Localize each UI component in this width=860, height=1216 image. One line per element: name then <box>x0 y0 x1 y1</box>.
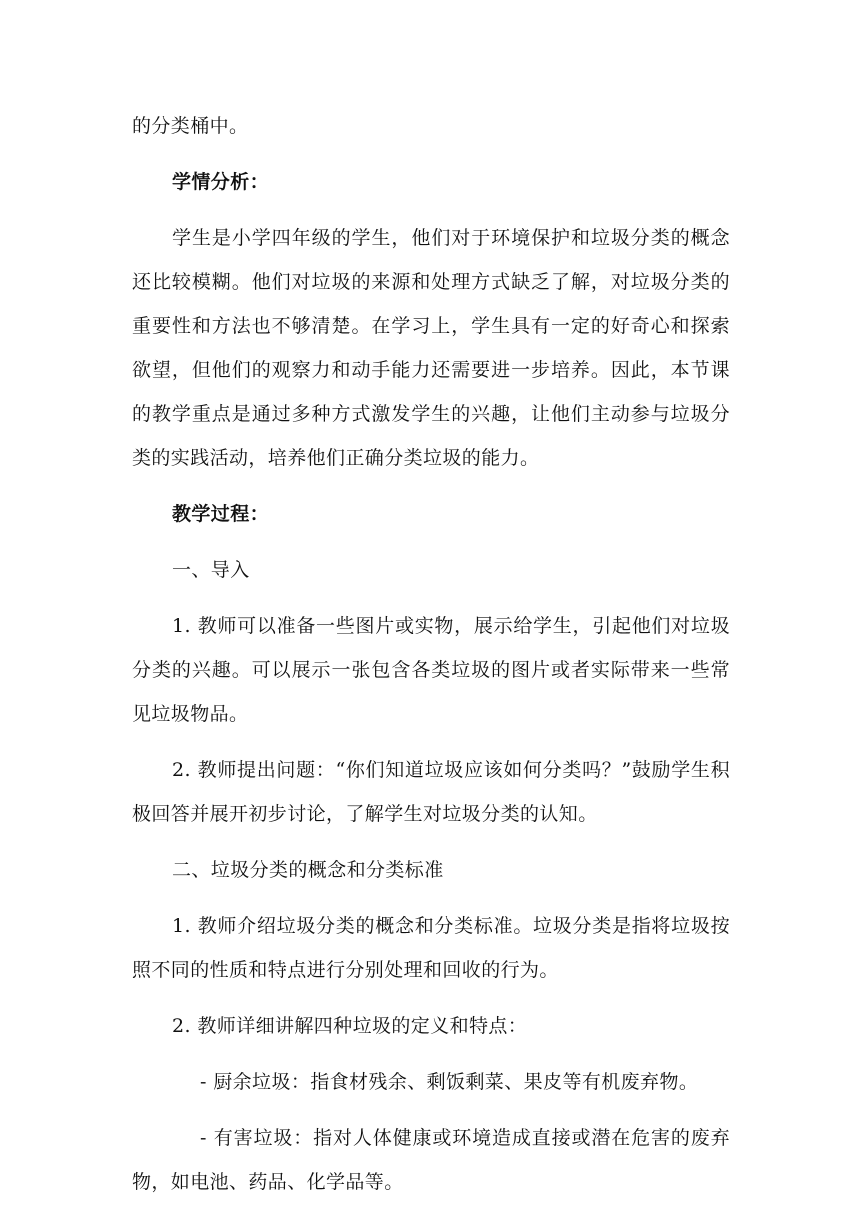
bullet-hazardous-waste: - 有害垃圾：指对人体健康或环境造成直接或潜在危害的废弃物，如电池、药品、化学品等。 <box>132 1127 730 1193</box>
intro-item-1: 1. 教师可以准备一些图片或实物，展示给学生，引起他们对垃圾分类的兴趣。可以展示一张包含各类垃圾的图片或者实际带来一些常见垃圾物品。 <box>132 615 730 725</box>
section-heading-student-analysis: 学情分析： <box>172 171 270 193</box>
concept-item-1: 1. 教师介绍垃圾分类的概念和分类标准。垃圾分类是指将垃圾按照不同的性质和特点进行分别处理和回收的行为。 <box>132 915 730 981</box>
student-analysis-paragraph: 学生是小学四年级的学生，他们对于环境保护和垃圾分类的概念还比较模糊。他们对垃圾的来源和处理方式缺乏了解，对垃圾分类的重要性和方法也不够清楚。在学习上，学生具有一定的好奇心和探索欲望，但他们的观察力和动手能力还需要进一步培养。因此，本节课的教学重点是通过多种方式激发学生的兴趣，让他们主动参与垃圾分类的实践活动，培养他们正确分类垃圾的能力。 <box>132 227 730 469</box>
section-heading-teaching-process: 教学过程： <box>172 503 270 525</box>
intro-item-2: 2. 教师提出问题：“你们知道垃圾应该如何分类吗？”鼓励学生积极回答并展开初步讨论，了解学生对垃圾分类的认知。 <box>132 759 730 825</box>
part-title-introduction: 一、导入 <box>172 559 250 581</box>
document-page <box>132 104 730 1216</box>
continuation-text: 的分类桶中。 <box>132 115 249 137</box>
concept-item-2: 2. 教师详细讲解四种垃圾的定义和特点： <box>172 1015 528 1037</box>
part-title-concept: 二、垃圾分类的概念和分类标准 <box>172 859 444 881</box>
bullet-kitchen-waste: - 厨余垃圾：指食材残余、剩饭剩菜、果皮等有机废弃物。 <box>200 1071 699 1093</box>
